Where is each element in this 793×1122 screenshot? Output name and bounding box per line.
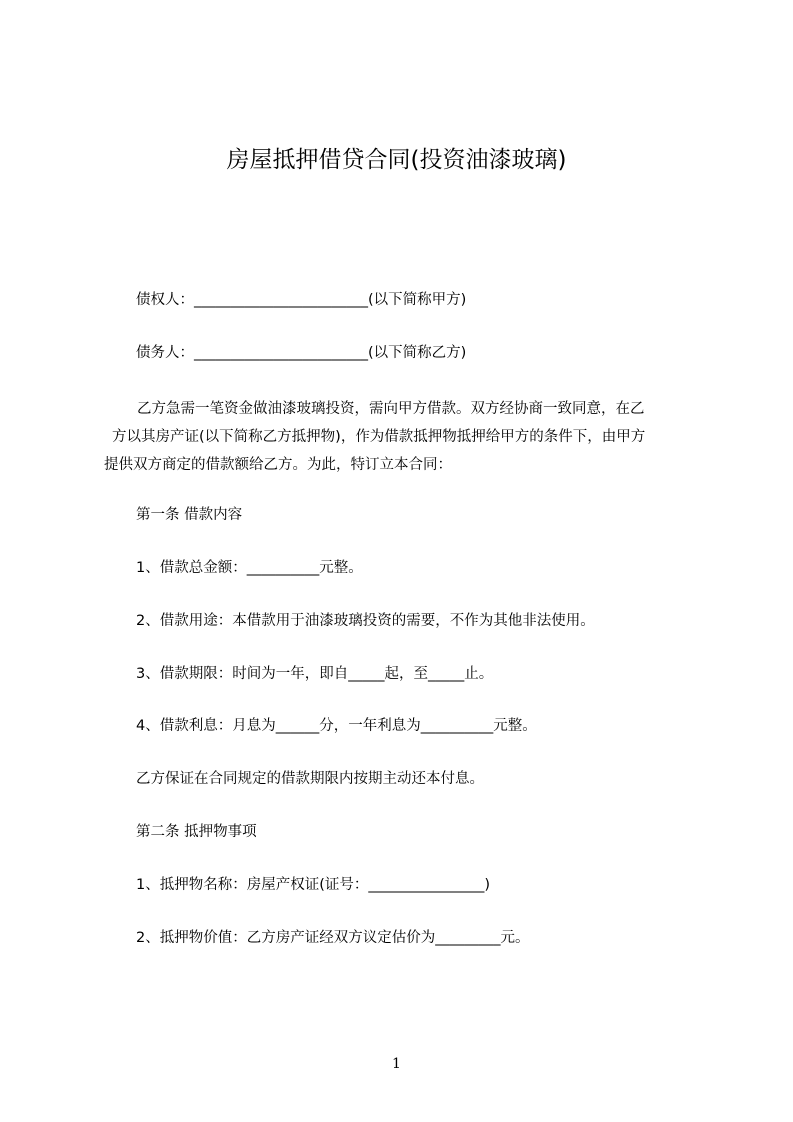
intro-line-1: 乙方急需一笔资金做油漆玻璃投资，需向甲方借款。双方经协商一致同意，在乙 — [137, 401, 645, 417]
repayment-guarantee: 乙方保证在合同规定的借款期限内按期主动还本付息。 — [136, 771, 484, 787]
article-1-item-2: 2、借款用途：本借款用于油漆玻璃投资的需要，不作为其他非法使用。 — [136, 613, 595, 629]
creditor-line: 债权人：________________________(以下简称甲方) — [136, 292, 467, 308]
article-1-item-1: 1、借款总金额：__________元整。 — [136, 560, 363, 576]
article-2-item-1: 1、抵押物名称：房屋产权证(证号：________________) — [136, 877, 491, 893]
article-2-item-2: 2、抵押物价值：乙方房产证经双方议定估价为_________元。 — [136, 930, 530, 946]
page-number: 1 — [392, 1056, 401, 1072]
intro-paragraph — [104, 395, 704, 479]
article-2-heading: 第二条 抵押物事项 — [136, 824, 257, 840]
document-title: 房屋抵押借贷合同(投资油漆玻璃) — [226, 147, 567, 173]
article-1-heading: 第一条 借款内容 — [136, 507, 243, 523]
article-1-item-4: 4、借款利息：月息为______分，一年利息为__________元整。 — [136, 718, 537, 734]
debtor-line: 债务人：________________________(以下简称乙方) — [136, 345, 467, 361]
intro-line-2: 方以其房产证(以下简称乙方抵押物)，作为借款抵押物抵押给甲方的条件下，由甲方 — [112, 429, 646, 445]
intro-line-3: 提供双方商定的借款额给乙方。为此，特订立本合同： — [104, 457, 452, 473]
article-1-item-3: 3、借款期限：时间为一年，即自_____起，至_____止。 — [136, 666, 494, 682]
